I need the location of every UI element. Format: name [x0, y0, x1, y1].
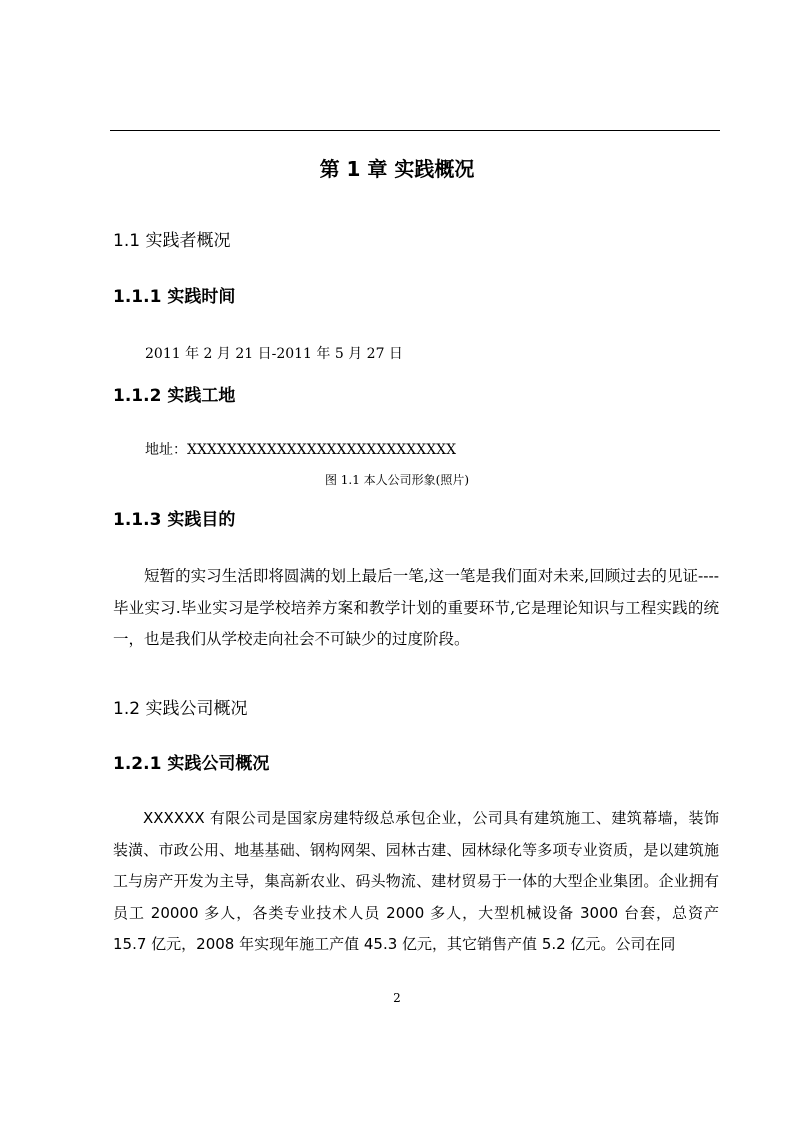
- section-heading-1-1-2: 1.1.2 实践工地: [113, 386, 236, 406]
- section-heading-1-1-3: 1.1.3 实践目的: [113, 510, 236, 530]
- chapter-title: 第 1 章 实践概况: [319, 157, 475, 181]
- section-heading-1-1-1: 1.1.1 实践时间: [113, 287, 236, 307]
- company-paragraph: XXXXXX 有限公司是国家房建特级总承包企业，公司具有建筑施工、建筑幕墙，装饰装潢、市政公用、地基基础、钢构网架、园林古建、园林绿化等多项专业资质，是以建筑施工与房产开发为主导，集高新农业、码头物流、建材贸易于一体的大型企业集团。企业拥有员工 20000 多人，各类专业技术人员 2000 多人，大型机械设备 3000 台套，总资产 15.7 亿元，2008 年实现年施工产值 45.3 亿元，其它销售产值 5.2 亿元。公司在同: [113, 809, 719, 953]
- section-heading-1-2-1: 1.2.1 实践公司概况: [113, 754, 270, 774]
- address-text: 地址：XXXXXXXXXXXXXXXXXXXXXXXXXXX: [145, 442, 457, 458]
- header-rule: [110, 130, 720, 131]
- section-heading-1-1: 1.1 实践者概况: [113, 231, 231, 251]
- purpose-paragraph: 短暂的实习生活即将圆满的划上最后一笔,这一笔是我们面对未来,回顾过去的见证----毕业实习.毕业实习是学校培养方案和教学计划的重要环节,它是理论知识与工程实践的统一，也是我们从学校走向社会不可缺少的过度阶段。: [113, 567, 719, 648]
- figure-caption: 图 1.1 本人公司形象(照片): [324, 473, 470, 487]
- practice-time-text: 2011 年 2 月 21 日-2011 年 5 月 27 日: [145, 346, 403, 362]
- page-number: 2: [393, 991, 401, 1005]
- section-heading-1-2: 1.2 实践公司概况: [113, 699, 248, 719]
